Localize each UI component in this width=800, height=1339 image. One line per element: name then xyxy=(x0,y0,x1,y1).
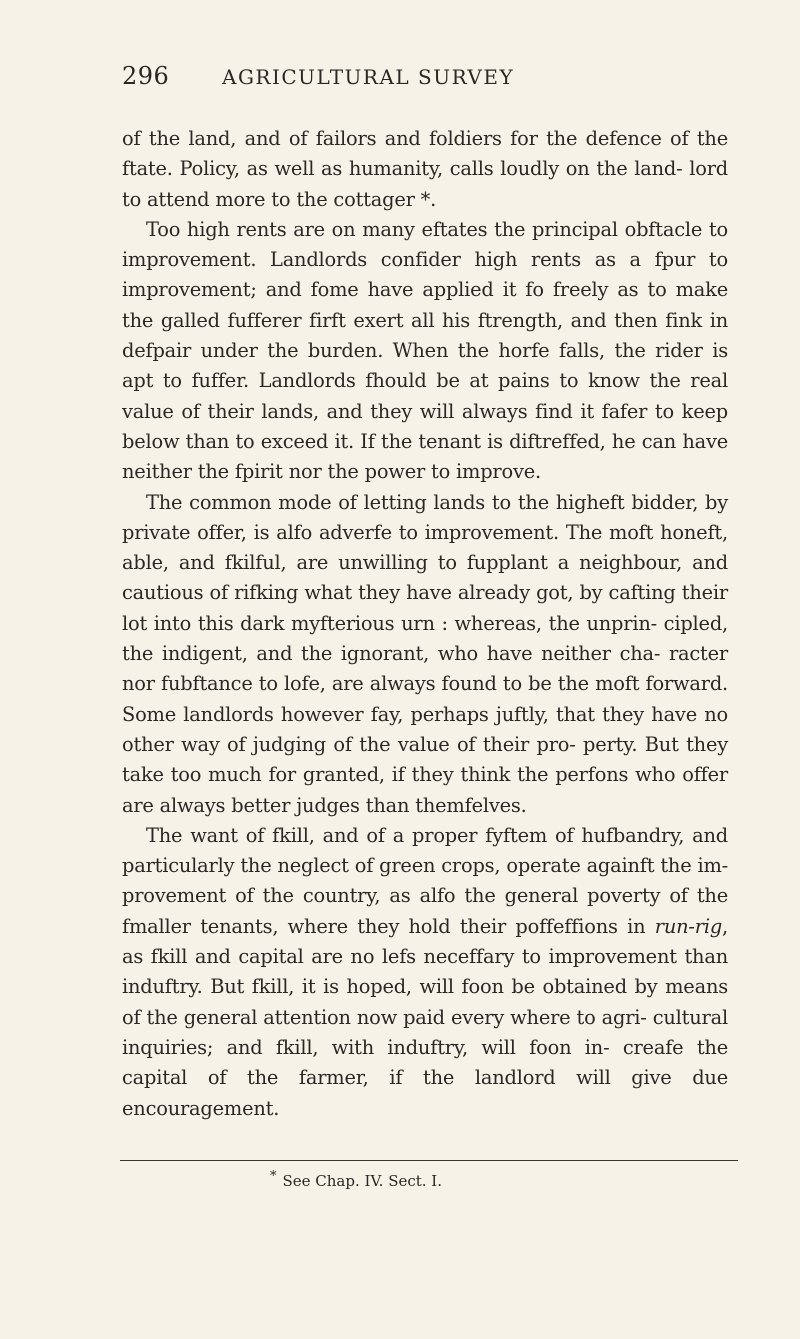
footnote-mark: * xyxy=(270,1169,277,1184)
footnote-rule xyxy=(120,1160,738,1161)
page-number: 296 xyxy=(122,62,170,90)
paragraph-4 xyxy=(122,821,728,1124)
paragraph-3: The common mode of letting lands to the higheft bidder, by private offer, is alfo adverfe to improvement. The moft honeft, able, and fkilful, are unwilling to fupplant a neighbour, and cautious of rifking what they have already got, by cafting their lot into this dark myfterious urn : whereas, the unprin- cipled, the indigent, and the ignorant, who have neither cha- racter nor fubftance to lofe, are always found to be the moft forward. Some landlords however fay, perhaps juftly, that they have no other way of judging of the value of their pro- perty. But they take too much for granted, if they think the perfons who offer are always better judges than themfelves. xyxy=(122,490,728,817)
footnote xyxy=(270,1169,442,1190)
footnote-reference: *. xyxy=(420,187,437,211)
running-head xyxy=(122,62,728,96)
running-title: AGRICULTURAL SURVEY xyxy=(222,65,515,89)
paragraph-2: Too high rents are on many eftates the principal obftacle to improvement. Landlords confider high rents as a fpur to improvement; and fome have applied it fo freely as to make the galled fufferer firft exert all his ftrength, and then fink in defpair under the burden. When the horfe falls, the rider is apt to fuffer. Landlords fhould be at pains to know the real value of their lands, and they will always find it fafer to keep below than to exceed it. If the tenant is diftreffed, he can have neither the fpirit nor the power to improve. xyxy=(122,217,728,484)
paragraph-1 xyxy=(122,124,728,215)
paragraph-4-text-a: The want of fkill, and of a proper fyftem of hufbandry, and particularly the neglect of green crops, operate againft the im- provement of the country, as alfo the general poverty of the fmaller tenants, where they hold their poffeffions in xyxy=(122,823,728,938)
footnote-text: See Chap. IV. Sect. I. xyxy=(282,1172,442,1190)
body-text xyxy=(122,124,728,1124)
paragraph-4-text-b: , as fkill and capital are no lefs neceffary to improvement than induftry. But fkill, it is hoped, will foon be obtained by means of the general attention now paid every where to agri- cultural inquiries; and fkill, with induftry, will foon in- creafe the capital of the farmer, if the landlord will give due encouragement. xyxy=(122,914,729,1120)
paragraph-4-italic-term: run-rig xyxy=(654,914,723,938)
paragraph-1-text: of the land, and of failors and foldiers for the defence of the ftate. Policy, as well as humanity, calls loudly on the land- lord to attend more to the cottager xyxy=(122,127,728,211)
